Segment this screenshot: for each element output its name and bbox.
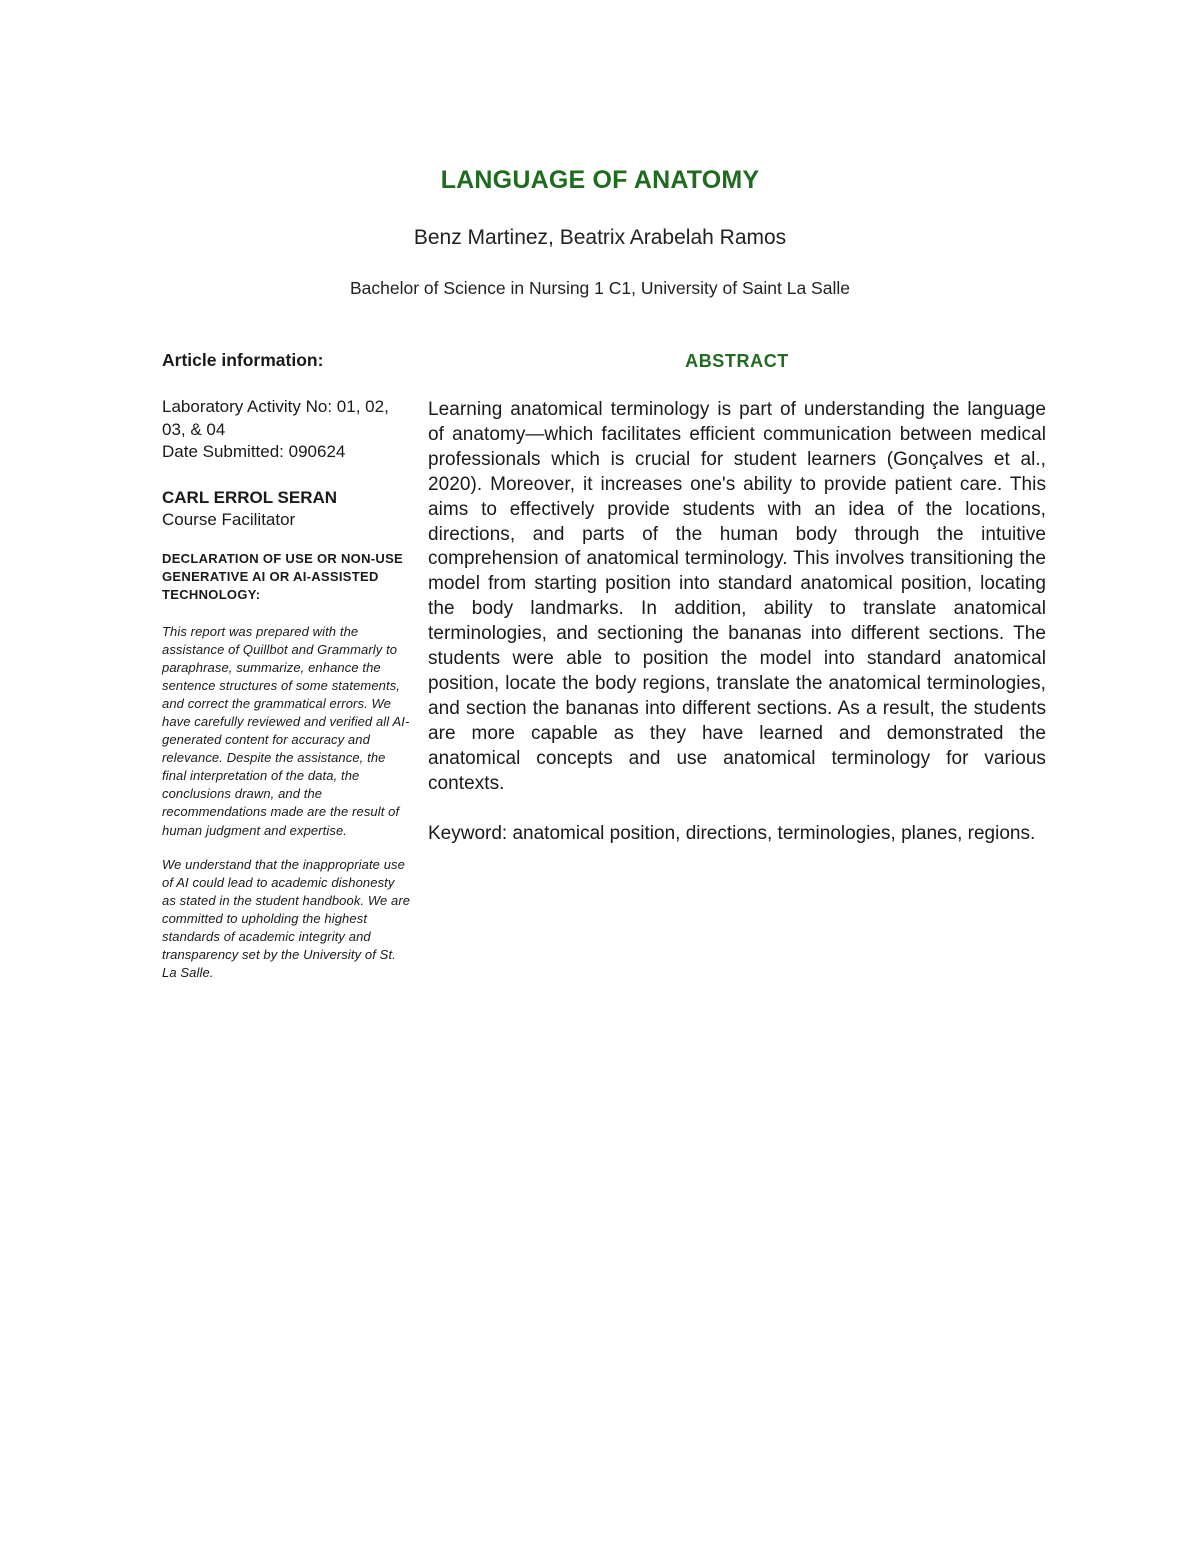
abstract-heading: ABSTRACT [685, 351, 789, 371]
author-list: Benz Martinez, Beatrix Arabelah Ramos [413, 226, 787, 249]
abstract-section [428, 348, 1046, 846]
ai-declaration-paragraph: We understand that the inappropriate use of AI could lead to academic dishonesty as stated in the student handbook. We are committed to upholding the highest standards of academic integrity and transparency set by the University of St. La Salle. [162, 856, 411, 981]
facilitator-name: CARL ERROL SERAN [162, 487, 338, 507]
keywords: Keyword: anatomical position, directions, terminologies, planes, regions. [428, 822, 1036, 844]
paper-title: LANGUAGE OF ANATOMY [440, 166, 760, 194]
date-submitted: Date Submitted: 090624 [162, 442, 346, 461]
ai-declaration-paragraph: This report was prepared with the assistance of Quillbot and Grammarly to paraphrase, summarize, enhance the sentence structures of some statements, and correct the grammatical errors. We have carefully reviewed and verified all AI-generated content for accuracy and relevance. Despite the assistance, the final interpretation of the data, the conclusions drawn, and the recommendations made are the result of human judgment and expertise. [162, 623, 410, 838]
activity-info [162, 396, 412, 464]
activity-number: Laboratory Activity No: 01, 02, 03, & 04 [162, 397, 389, 439]
abstract-body: Learning anatomical terminology is part of understanding the language of anatomy—which facilitates efficient communication between medical professionals which is crucial for student learners (Gonçalves et al., 2020). Moreover, it increases one's ability to provide patient care. This aims to effectively provide students with an idea of the locations, directions, and parts of the human body through the intuitive comprehension of anatomical terminology. This involves transitioning the model from starting position into standard anatomical position, locating the body landmarks. In addition, ability to translate anatomical terminologies, and sectioning the bananas into different sections. The students were able to position the model into standard anatomical position, locate the body regions, translate the anatomical terminologies, and section the bananas into different sections. As a result, the students are more capable as they have learned and demonstrated the anatomical concepts and use anatomical terminology for various contexts. [428, 399, 1046, 794]
article-info-heading: Article information: [162, 350, 324, 370]
ai-declaration-heading: DECLARATION OF USE OR NON-USE GENERATIVE AI OR AI-ASSISTED TECHNOLOGY: [162, 550, 404, 602]
author-affiliation: Bachelor of Science in Nursing 1 C1, University of Saint La Salle [350, 278, 850, 298]
facilitator-role: Course Facilitator [162, 509, 296, 529]
article-info-sidebar [162, 348, 412, 982]
